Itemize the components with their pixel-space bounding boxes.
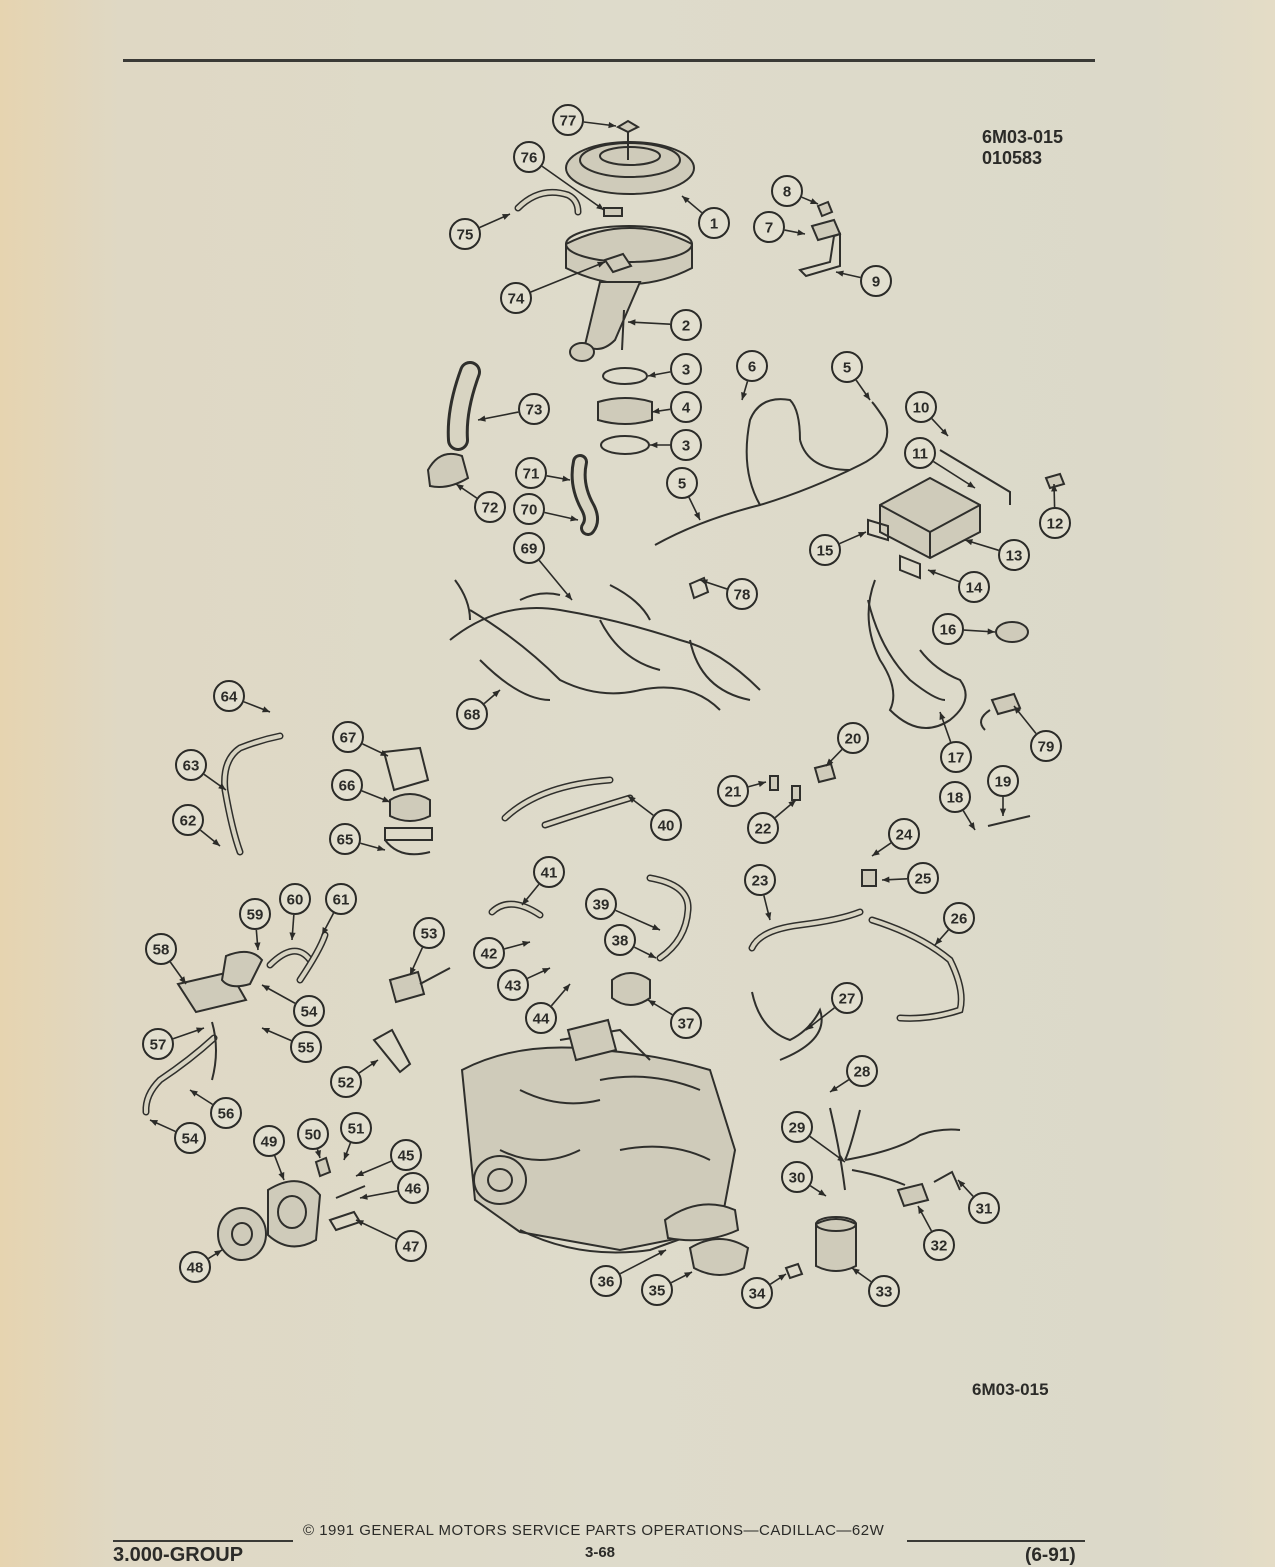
fitting-46 xyxy=(336,1186,365,1198)
callout-12 xyxy=(1040,508,1070,538)
callout-label-14: 14 xyxy=(965,579,983,597)
callout-label-51: 51 xyxy=(347,1120,365,1138)
gasket-lower xyxy=(601,436,649,454)
callout-label-6: 6 xyxy=(747,358,757,376)
pipe-57 xyxy=(212,1022,216,1080)
callout-label-58: 58 xyxy=(152,941,170,959)
heat-shield-67 xyxy=(384,748,428,790)
callout-label-61: 61 xyxy=(332,891,350,909)
callout-64 xyxy=(214,681,244,711)
callout-label-12: 12 xyxy=(1046,515,1064,533)
callout-label-32: 32 xyxy=(930,1237,948,1255)
leader-arrow-65 xyxy=(377,845,385,851)
leader-arrow-64 xyxy=(262,706,270,712)
callout-label-31: 31 xyxy=(975,1200,993,1218)
callout-label-25: 25 xyxy=(914,870,932,888)
callout-3b xyxy=(671,430,701,460)
callout-60 xyxy=(280,884,310,914)
callout-label-36: 36 xyxy=(597,1273,615,1291)
callout-34 xyxy=(742,1278,772,1308)
callout-21 xyxy=(718,776,748,806)
leader-arrow-24 xyxy=(872,849,880,856)
leader-arrow-14 xyxy=(928,570,936,576)
solenoid-32 xyxy=(898,1184,928,1206)
callout-76 xyxy=(514,142,544,172)
callout-39 xyxy=(586,889,616,919)
callout-35 xyxy=(642,1275,672,1305)
valve-53 xyxy=(390,972,424,1002)
callout-46 xyxy=(398,1173,428,1203)
callout-label-8: 8 xyxy=(782,183,792,201)
engine-harness xyxy=(450,608,760,690)
callout-label-7: 7 xyxy=(764,219,774,237)
callout-label-24: 24 xyxy=(895,826,913,844)
leader-arrow-29 xyxy=(837,1155,845,1162)
callout-54b xyxy=(175,1123,205,1153)
callout-65 xyxy=(330,824,360,854)
leader-arrow-25 xyxy=(882,877,890,883)
switch-19 xyxy=(988,816,1030,826)
callout-36 xyxy=(591,1266,621,1296)
leader-arrow-16 xyxy=(987,628,995,634)
callout-73 xyxy=(519,394,549,424)
callout-69 xyxy=(514,533,544,563)
leader-arrow-50 xyxy=(315,1150,321,1158)
pipe-26 xyxy=(872,920,961,1018)
callout-66 xyxy=(332,770,362,800)
callout-7 xyxy=(754,212,784,242)
callout-74 xyxy=(501,283,531,313)
callout-label-44: 44 xyxy=(532,1010,550,1028)
footer-revision: (6-91) xyxy=(1025,1545,1076,1566)
leader-arrow-6 xyxy=(741,392,747,400)
footer-rule-left xyxy=(113,1540,293,1542)
callout-label-13: 13 xyxy=(1005,547,1023,565)
callout-label-59: 59 xyxy=(246,906,264,924)
leader-arrow-72 xyxy=(456,484,464,491)
callout-43 xyxy=(498,970,528,1000)
callout-47 xyxy=(396,1231,426,1261)
illustration-date: 010583 xyxy=(982,148,1043,168)
callout-label-78: 78 xyxy=(733,586,751,604)
callout-label-79: 79 xyxy=(1037,738,1055,756)
callout-label-38: 38 xyxy=(611,932,629,950)
callout-label-77: 77 xyxy=(559,112,577,130)
callout-70 xyxy=(514,494,544,524)
leader-arrow-60 xyxy=(289,932,295,940)
callout-62 xyxy=(173,805,203,835)
callout-11 xyxy=(905,438,935,468)
leader-arrow-51 xyxy=(344,1152,350,1160)
callout-label-3a: 3 xyxy=(681,361,691,379)
clamp-34 xyxy=(786,1264,802,1278)
callout-label-17: 17 xyxy=(947,749,965,767)
leader-arrow-28 xyxy=(830,1085,838,1092)
callout-label-20: 20 xyxy=(844,730,862,748)
leader-arrow-4 xyxy=(652,408,660,414)
callout-label-11: 11 xyxy=(912,445,928,463)
callout-4 xyxy=(671,392,701,422)
callout-10 xyxy=(906,392,936,422)
callout-50 xyxy=(298,1119,328,1149)
callout-label-64: 64 xyxy=(220,688,238,706)
callout-48 xyxy=(180,1252,210,1282)
callout-label-18: 18 xyxy=(946,789,964,807)
leader-arrow-46 xyxy=(360,1194,368,1200)
callout-75 xyxy=(450,219,480,249)
callout-label-71: 71 xyxy=(522,465,540,483)
callout-label-57: 57 xyxy=(149,1036,167,1054)
callout-8 xyxy=(772,176,802,206)
callout-label-67: 67 xyxy=(339,729,357,747)
leader-arrow-57 xyxy=(196,1027,204,1033)
callout-label-70: 70 xyxy=(520,501,538,519)
callout-label-68: 68 xyxy=(463,706,481,724)
callout-53 xyxy=(414,918,444,948)
callout-label-5a: 5 xyxy=(842,359,852,377)
callout-30 xyxy=(782,1162,812,1192)
callout-33 xyxy=(869,1276,899,1306)
sensor-22 xyxy=(792,786,800,800)
part-illustrations xyxy=(146,121,1064,1278)
callout-25 xyxy=(908,863,938,893)
leader-arrow-11 xyxy=(967,481,975,488)
callout-32 xyxy=(924,1230,954,1260)
callout-29 xyxy=(782,1112,812,1142)
callout-13 xyxy=(999,540,1029,570)
callout-49 xyxy=(254,1126,284,1156)
leader-arrow-5a xyxy=(863,392,870,400)
callout-26 xyxy=(944,903,974,933)
callout-label-66: 66 xyxy=(338,777,356,795)
leader-arrow-49 xyxy=(278,1172,284,1180)
leader-arrow-66 xyxy=(382,796,390,802)
leader-arrow-17 xyxy=(940,712,946,720)
callout-51 xyxy=(341,1113,371,1143)
callout-label-15: 15 xyxy=(816,542,834,560)
callout-label-4: 4 xyxy=(681,399,691,417)
footer-rule-right xyxy=(907,1540,1085,1542)
callout-18 xyxy=(940,782,970,812)
callout-52 xyxy=(331,1067,361,1097)
leader-arrow-30 xyxy=(818,1189,826,1196)
callout-label-60: 60 xyxy=(286,891,304,909)
callout-label-75: 75 xyxy=(456,226,474,244)
callout-3a xyxy=(671,354,701,384)
callout-label-69: 69 xyxy=(520,540,538,558)
callout-label-21: 21 xyxy=(724,783,742,801)
callout-label-37: 37 xyxy=(677,1015,695,1033)
callout-54a xyxy=(294,996,324,1026)
gasket-upper xyxy=(603,368,647,384)
spacer xyxy=(598,398,652,424)
leader-arrow-2 xyxy=(628,319,636,325)
callout-label-16: 16 xyxy=(939,621,957,639)
leader-arrow-3a xyxy=(648,372,656,378)
callout-5a xyxy=(832,352,862,382)
callout-label-43: 43 xyxy=(504,977,522,995)
callout-label-10: 10 xyxy=(912,399,930,417)
callout-label-48: 48 xyxy=(186,1259,204,1277)
leader-arrow-33 xyxy=(852,1268,860,1275)
callout-44 xyxy=(526,1003,556,1033)
callout-label-23: 23 xyxy=(751,872,769,890)
harness-17 xyxy=(869,580,966,728)
bracket-31 xyxy=(934,1172,960,1190)
callout-label-39: 39 xyxy=(592,896,610,914)
footer-group: 3.000-GROUP xyxy=(113,1544,244,1566)
callout-19 xyxy=(988,766,1018,796)
leader-arrow-52 xyxy=(370,1060,378,1067)
callout-label-35: 35 xyxy=(648,1282,666,1300)
callout-label-33: 33 xyxy=(875,1283,893,1301)
callout-label-54b: 54 xyxy=(181,1130,199,1148)
water-pump xyxy=(268,1181,320,1246)
callout-31 xyxy=(969,1193,999,1223)
callout-label-34: 34 xyxy=(748,1285,766,1303)
callout-45 xyxy=(391,1140,421,1170)
callout-label-53: 53 xyxy=(420,925,438,943)
callout-72 xyxy=(475,492,505,522)
callout-37 xyxy=(671,1008,701,1038)
callout-56 xyxy=(211,1098,241,1128)
callout-label-52: 52 xyxy=(337,1074,355,1092)
callout-6 xyxy=(737,351,767,381)
callout-label-29: 29 xyxy=(788,1119,806,1137)
egr-valve xyxy=(390,794,430,821)
callout-label-56: 56 xyxy=(217,1105,235,1123)
callout-24 xyxy=(889,819,919,849)
air-cleaner-snorkel xyxy=(585,282,640,349)
bracket-14 xyxy=(900,556,920,578)
callout-label-40: 40 xyxy=(657,817,675,835)
callout-1 xyxy=(699,208,729,238)
callout-9 xyxy=(861,266,891,296)
callout-label-72: 72 xyxy=(481,499,499,517)
callout-5b xyxy=(667,468,697,498)
callout-23 xyxy=(745,865,775,895)
leader-arrow-76 xyxy=(596,203,604,210)
callout-label-74: 74 xyxy=(507,290,525,308)
callout-67 xyxy=(333,722,363,752)
leader-arrow-3b xyxy=(650,442,657,448)
callout-38 xyxy=(605,925,635,955)
callout-17 xyxy=(941,742,971,772)
callout-label-73: 73 xyxy=(525,401,543,419)
callout-2 xyxy=(671,310,701,340)
callout-57 xyxy=(143,1029,173,1059)
exhaust-manifold-35 xyxy=(690,1239,748,1275)
clip-12 xyxy=(1046,474,1064,488)
bracket-52 xyxy=(374,1030,410,1072)
leader-arrow-73 xyxy=(478,416,486,422)
callout-label-62: 62 xyxy=(179,812,197,830)
callout-label-49: 49 xyxy=(260,1133,278,1151)
callout-label-27: 27 xyxy=(838,990,856,1008)
callout-61 xyxy=(326,884,356,914)
callout-label-54a: 54 xyxy=(300,1003,318,1021)
callout-77 xyxy=(553,105,583,135)
callout-58 xyxy=(146,934,176,964)
illustration-code: 6M03-015 xyxy=(982,127,1064,147)
leader-arrow-7 xyxy=(797,230,805,236)
leader-arrow-56 xyxy=(190,1090,198,1097)
callout-68 xyxy=(457,699,487,729)
footer-page-number: 3-68 xyxy=(585,1544,616,1561)
leader-arrow-13 xyxy=(965,539,973,545)
callout-label-47: 47 xyxy=(402,1238,420,1256)
callout-label-30: 30 xyxy=(788,1169,806,1187)
callout-label-9: 9 xyxy=(871,273,881,291)
leader-line-36 xyxy=(620,1250,666,1274)
illustration-code-bottom: 6M03-015 xyxy=(972,1380,1049,1399)
callout-27 xyxy=(832,983,862,1013)
callout-22 xyxy=(748,813,778,843)
sensor-20 xyxy=(815,764,835,782)
gasket-47 xyxy=(330,1212,360,1230)
callout-label-41: 41 xyxy=(540,864,558,882)
callout-71 xyxy=(516,458,546,488)
connector-8 xyxy=(818,202,832,216)
callout-label-2: 2 xyxy=(681,317,691,335)
callout-16 xyxy=(933,614,963,644)
callout-63 xyxy=(176,750,206,780)
callout-59 xyxy=(240,899,270,929)
wing-nut xyxy=(618,121,638,132)
gasket-65 xyxy=(385,840,430,854)
leader-arrow-34 xyxy=(778,1274,786,1281)
leader-arrow-71 xyxy=(562,476,570,482)
footer-copyright: © 1991 GENERAL MOTORS SERVICE PARTS OPERATIONS—CADILLAC—62W xyxy=(303,1522,885,1539)
callout-label-1: 1 xyxy=(709,215,719,233)
callout-42 xyxy=(474,938,504,968)
sensor-21 xyxy=(770,776,778,790)
canister-33 xyxy=(816,1219,856,1271)
pulley xyxy=(218,1208,266,1260)
callout-14 xyxy=(959,572,989,602)
duct-adapter xyxy=(428,454,468,487)
callout-label-5b: 5 xyxy=(677,475,687,493)
callout-40 xyxy=(651,810,681,840)
callout-label-19: 19 xyxy=(994,773,1012,791)
callout-label-50: 50 xyxy=(304,1126,322,1144)
callout-label-3b: 3 xyxy=(681,437,691,455)
leader-arrow-19 xyxy=(1000,809,1006,816)
callout-label-45: 45 xyxy=(397,1147,415,1165)
callout-label-22: 22 xyxy=(754,820,772,838)
switch-25 xyxy=(862,870,876,886)
sensor-16 xyxy=(996,622,1028,642)
valve-37 xyxy=(612,973,650,1005)
callout-label-65: 65 xyxy=(336,831,354,849)
callout-label-46: 46 xyxy=(404,1180,422,1198)
callout-label-76: 76 xyxy=(520,149,538,167)
callout-41 xyxy=(534,857,564,887)
callout-label-28: 28 xyxy=(853,1063,871,1081)
callout-label-26: 26 xyxy=(950,910,968,928)
callout-20 xyxy=(838,723,868,753)
callout-label-63: 63 xyxy=(182,757,200,775)
callout-15 xyxy=(810,535,840,565)
callout-55 xyxy=(291,1032,321,1062)
callout-28 xyxy=(847,1056,877,1086)
callout-78 xyxy=(727,579,757,609)
callout-label-55: 55 xyxy=(297,1039,315,1057)
sensor-7 xyxy=(812,220,840,240)
callout-label-42: 42 xyxy=(480,945,498,963)
callout-79 xyxy=(1031,731,1061,761)
clip xyxy=(604,208,622,216)
